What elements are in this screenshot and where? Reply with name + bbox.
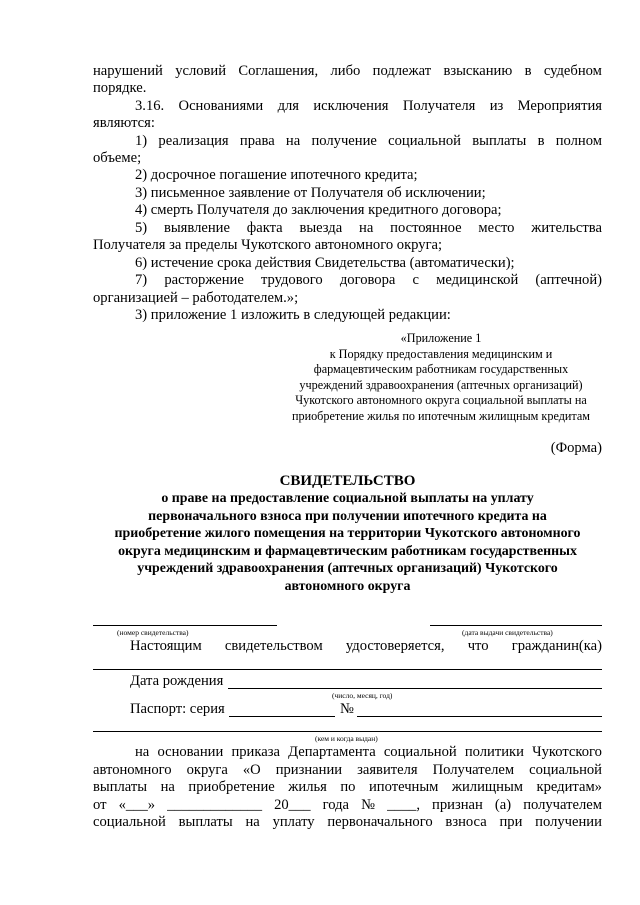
word: на <box>285 133 301 149</box>
passport-issued-line[interactable] <box>93 731 602 732</box>
word: заявителя <box>357 762 418 778</box>
word: основании <box>157 744 224 760</box>
subtitle-line: приобретение жилого помещения на территории Чукотского автономного <box>114 526 581 541</box>
word: условий <box>175 63 227 79</box>
word: получателем <box>523 797 602 813</box>
word: (а) <box>494 797 512 813</box>
word: получение <box>311 133 377 149</box>
basis-line-1 <box>135 744 602 761</box>
word: выплаты <box>178 814 233 830</box>
text-line-9: 4) смерть Получателя до заключения кредитного договора; <box>135 202 502 218</box>
certificate-title <box>93 472 602 490</box>
word: ____, <box>387 797 420 813</box>
word: «О <box>242 762 261 778</box>
word: социальной <box>529 762 602 778</box>
word: автономного <box>93 762 172 778</box>
subtitle-line: округа медицинским и фармацевтическим работникам государственных <box>118 543 577 559</box>
text-line-13 <box>135 272 602 289</box>
word: для <box>277 98 299 114</box>
appendix-line: к Порядку предоставления медицинским и <box>329 346 553 361</box>
appendix-line: фармацевтическим работникам государственных <box>313 362 569 377</box>
appendix-line: приобретение жилья по ипотечным жилищным кредитам <box>291 408 591 423</box>
word: полном <box>555 133 602 149</box>
word: 3.16. <box>135 98 165 114</box>
word: из <box>489 98 504 114</box>
word: _____________ <box>167 797 262 813</box>
certificate-number-line[interactable] <box>93 625 277 626</box>
word: трудового <box>260 272 323 288</box>
word: Получателя <box>402 98 476 114</box>
word: ипотечным <box>368 779 439 795</box>
word: Соглашения, <box>238 63 319 79</box>
subtitle-line: первоначального взноса при получении ипотечного кредита на <box>148 508 547 524</box>
word: 5) <box>135 220 148 236</box>
basis-line-3 <box>93 779 602 796</box>
appendix-block <box>280 331 602 425</box>
text-line-15: 3) приложение 1 изложить в следующей редакции: <box>135 307 451 323</box>
text-line-7: 2) досрочное погашение ипотечного кредита; <box>135 167 418 183</box>
word: признан <box>432 797 483 813</box>
word: Мероприятия <box>517 98 602 114</box>
word: в <box>524 63 532 79</box>
word: при <box>499 814 523 830</box>
word: права <box>239 133 275 149</box>
word: № <box>361 797 376 813</box>
text-line-3 <box>135 98 602 115</box>
word: постоянное <box>390 220 462 236</box>
word: взноса <box>445 814 487 830</box>
word: судебном <box>543 63 602 79</box>
word: Департамента <box>288 744 376 760</box>
subtitle-line: автономного округа <box>284 578 411 594</box>
passport-number-line[interactable] <box>357 716 602 717</box>
text-line-8: 3) письменное заявление от Получателя об исключении; <box>135 185 486 201</box>
word: по <box>340 779 356 795</box>
word: подлежат <box>372 63 432 79</box>
word: на <box>160 779 175 795</box>
word: факта <box>246 220 283 236</box>
word: исключения <box>313 98 389 114</box>
word: признании <box>275 762 343 778</box>
word: 1) <box>135 133 148 149</box>
word: либо <box>330 63 361 79</box>
word: гражданин(ка) <box>511 638 602 654</box>
word: удостоверяется, <box>345 638 445 654</box>
passport-series-label: Паспорт: серия <box>130 701 225 717</box>
word: договора <box>339 272 396 288</box>
word: выявление <box>163 220 230 236</box>
basis-line-4 <box>93 797 602 814</box>
word: 7) <box>135 272 148 288</box>
word: 20___ <box>274 797 311 813</box>
word: что <box>467 638 489 654</box>
appendix-line: учреждений здравоохранения (аптечных организаций) <box>299 377 583 392</box>
text-line-2: порядке. <box>93 80 147 96</box>
issue-date-caption: (дата выдачи свидетельства) <box>462 628 553 637</box>
passport-series-line[interactable] <box>229 716 335 717</box>
word: уплату <box>272 814 315 830</box>
passport-number-sign: № <box>340 701 354 717</box>
word: на <box>135 744 150 760</box>
word: место <box>478 220 515 236</box>
word: политики <box>464 744 524 760</box>
appendix-line: Чукотского автономного округа социальной выплаты на <box>295 393 587 408</box>
certificate-subtitle <box>93 490 602 595</box>
text-line-11: Получателя за пределы Чукотского автономного округа; <box>93 237 443 253</box>
text-line-10 <box>135 220 602 237</box>
word: взысканию <box>443 63 513 79</box>
word: социальной <box>388 133 461 149</box>
word: в <box>537 133 545 149</box>
word: Чукотского <box>532 744 602 760</box>
text-line-12: 6) истечение срока действия Свидетельства (автоматически); <box>135 255 515 271</box>
birth-date-label: Дата рождения <box>130 673 224 689</box>
word: первоначального <box>327 814 433 830</box>
word: года <box>322 797 350 813</box>
subtitle-line: учреждений здравоохранения (аптечных организаций) Чукотского <box>137 561 558 576</box>
text-line-6: объеме; <box>93 150 142 166</box>
basis-line-5 <box>93 814 602 831</box>
appendix-line: «Приложение 1 <box>400 331 482 345</box>
birth-date-caption: (число, месяц, год) <box>332 691 393 700</box>
word: кредитам» <box>536 779 602 795</box>
word: выплаты <box>472 133 527 149</box>
birth-date-line[interactable] <box>228 688 602 689</box>
title-main: СВИДЕТЕЛЬСТВО <box>279 473 416 489</box>
citizen-name-line[interactable] <box>93 669 602 670</box>
form-label: (Форма) <box>550 440 602 456</box>
word: жительства <box>531 220 602 236</box>
word: получении <box>535 814 602 830</box>
word: на <box>359 220 374 236</box>
word: «___» <box>118 797 156 813</box>
word: реализация <box>158 133 229 149</box>
word: жилищным <box>451 779 523 795</box>
word: приобретение <box>188 779 275 795</box>
word: жилья <box>288 779 327 795</box>
passport-issued-caption: (кем и когда выдан) <box>315 734 378 743</box>
text-line-5 <box>135 133 602 150</box>
word: социальной <box>93 814 166 830</box>
text-line-1 <box>93 63 602 80</box>
subtitle-line: о праве на предоставление социальной выплаты на уплату <box>161 491 534 506</box>
word: Основаниями <box>178 98 264 114</box>
word: с <box>412 272 420 288</box>
word: медицинской <box>436 272 519 288</box>
word: (аптечной) <box>535 272 602 288</box>
word: социальной <box>383 744 457 760</box>
basis-line-2 <box>93 762 602 779</box>
word: Получателем <box>432 762 515 778</box>
word: выезда <box>299 220 343 236</box>
certify-line <box>130 638 602 655</box>
word: свидетельством <box>224 638 323 654</box>
issue-date-line[interactable] <box>430 625 602 626</box>
word: Настоящим <box>130 638 202 654</box>
word: расторжение <box>164 272 244 288</box>
word: выплаты <box>93 779 148 795</box>
word: от <box>93 797 107 813</box>
word: нарушений <box>93 63 163 79</box>
word: округа <box>186 762 228 778</box>
text-line-4: являются: <box>93 115 155 131</box>
certificate-number-caption: (номер свидетельства) <box>117 628 189 637</box>
text-line-14: организацией – работодателем.»; <box>93 290 299 306</box>
word: приказа <box>231 744 280 760</box>
word: на <box>245 814 260 830</box>
